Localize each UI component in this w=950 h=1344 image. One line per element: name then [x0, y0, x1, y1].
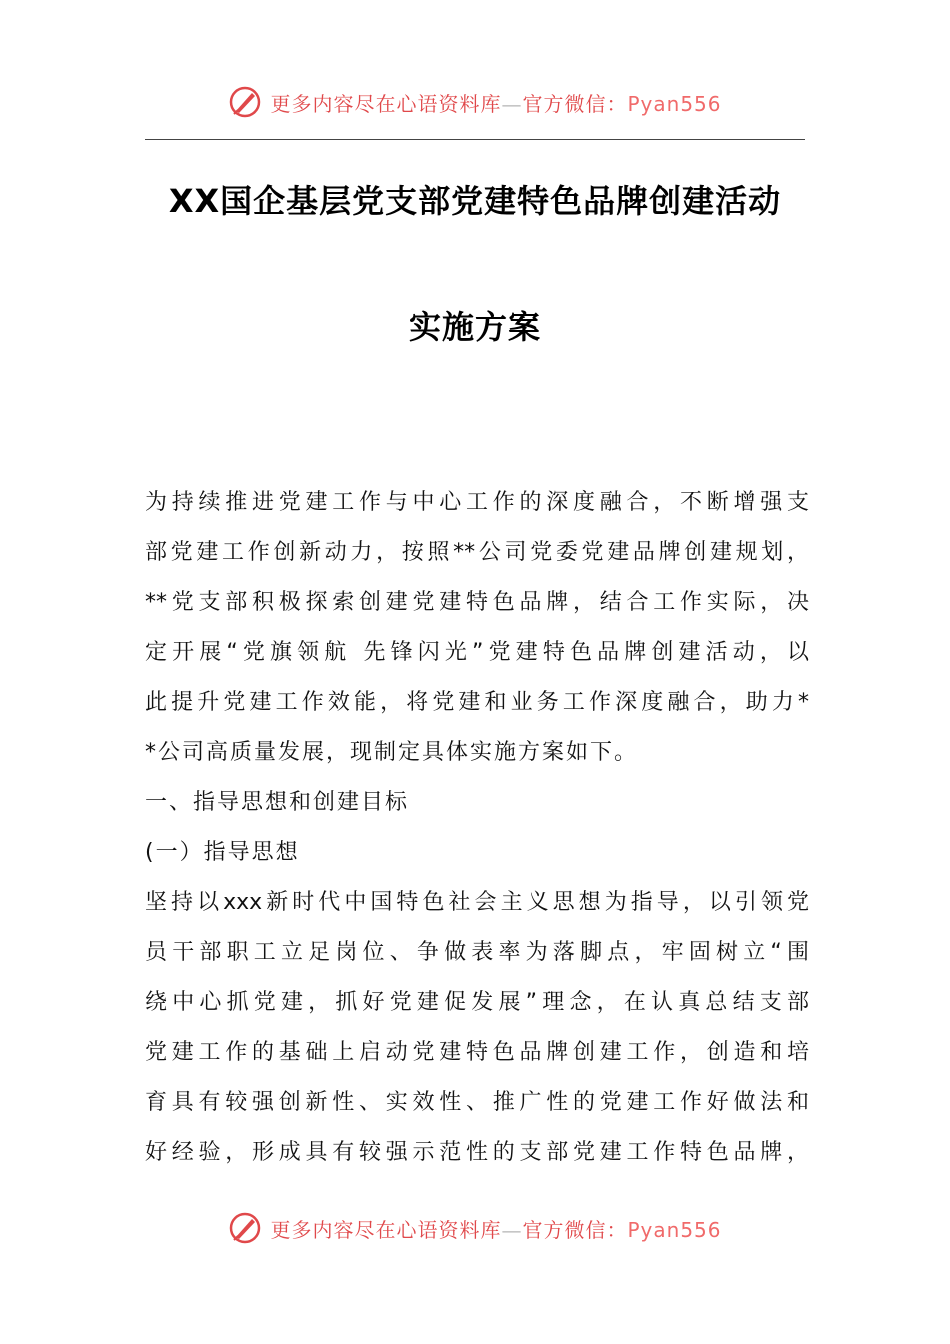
body-line: **党支部积极探索创建党建特色品牌，结合工作实际，决 [145, 590, 809, 615]
watermark-label: 更多内容尽在心语资料库 [270, 91, 502, 116]
watermark-label: 更多内容尽在心语资料库 [270, 1217, 502, 1242]
quill-logo-icon [228, 85, 262, 119]
watermark-separator: — [501, 91, 523, 116]
watermark-wechat-id: Pyan556 [627, 91, 722, 116]
document-title-line-2: 实施方案 [408, 308, 541, 346]
quill-logo-icon [228, 1211, 262, 1245]
footer-watermark [0, 1210, 950, 1246]
body-line: 绕中心抓党建，抓好党建促发展”理念，在认真总结支部 [145, 990, 809, 1015]
body-line: 党建工作的基础上启动党建特色品牌创建工作，创造和培 [145, 1040, 809, 1065]
body-line: 为持续推进党建工作与中心工作的深度融合，不断增强支 [145, 490, 809, 515]
body-text [145, 478, 809, 1178]
watermark-text [270, 88, 721, 117]
watermark-text [270, 1214, 721, 1243]
body-line: 定开展“党旗领航 先锋闪光”党建特色品牌创建活动，以 [145, 640, 809, 665]
body-line: 部党建工作创新动力，按照**公司党委党建品牌创建规划， [145, 540, 809, 565]
header-watermark [0, 84, 950, 120]
body-line: 好经验，形成具有较强示范性的支部党建工作特色品牌， [145, 1140, 809, 1165]
body-line: 育具有较强创新性、实效性、推广性的党建工作好做法和 [145, 1090, 809, 1115]
watermark-label-2: 官方微信： [522, 91, 628, 116]
watermark-label-2: 官方微信： [522, 1217, 628, 1242]
body-line: 坚持以xxx新时代中国特色社会主义思想为指导，以引领党 [145, 890, 809, 915]
body-line: 员干部职工立足岗位、争做表率为落脚点，牢固树立“围 [145, 940, 809, 965]
watermark-separator: — [501, 1217, 523, 1242]
body-line: 此提升党建工作效能，将党建和业务工作深度融合，助力* [145, 690, 809, 715]
header-divider [145, 139, 805, 140]
body-line: *公司高质量发展，现制定具体实施方案如下。 [145, 740, 639, 765]
section-heading: 一、指导思想和创建目标 [145, 790, 410, 815]
subsection-heading: (一）指导思想 [145, 840, 300, 865]
document-title-line-1: XX国企基层党支部党建特色品牌创建活动 [168, 182, 782, 220]
watermark-wechat-id: Pyan556 [627, 1217, 722, 1242]
